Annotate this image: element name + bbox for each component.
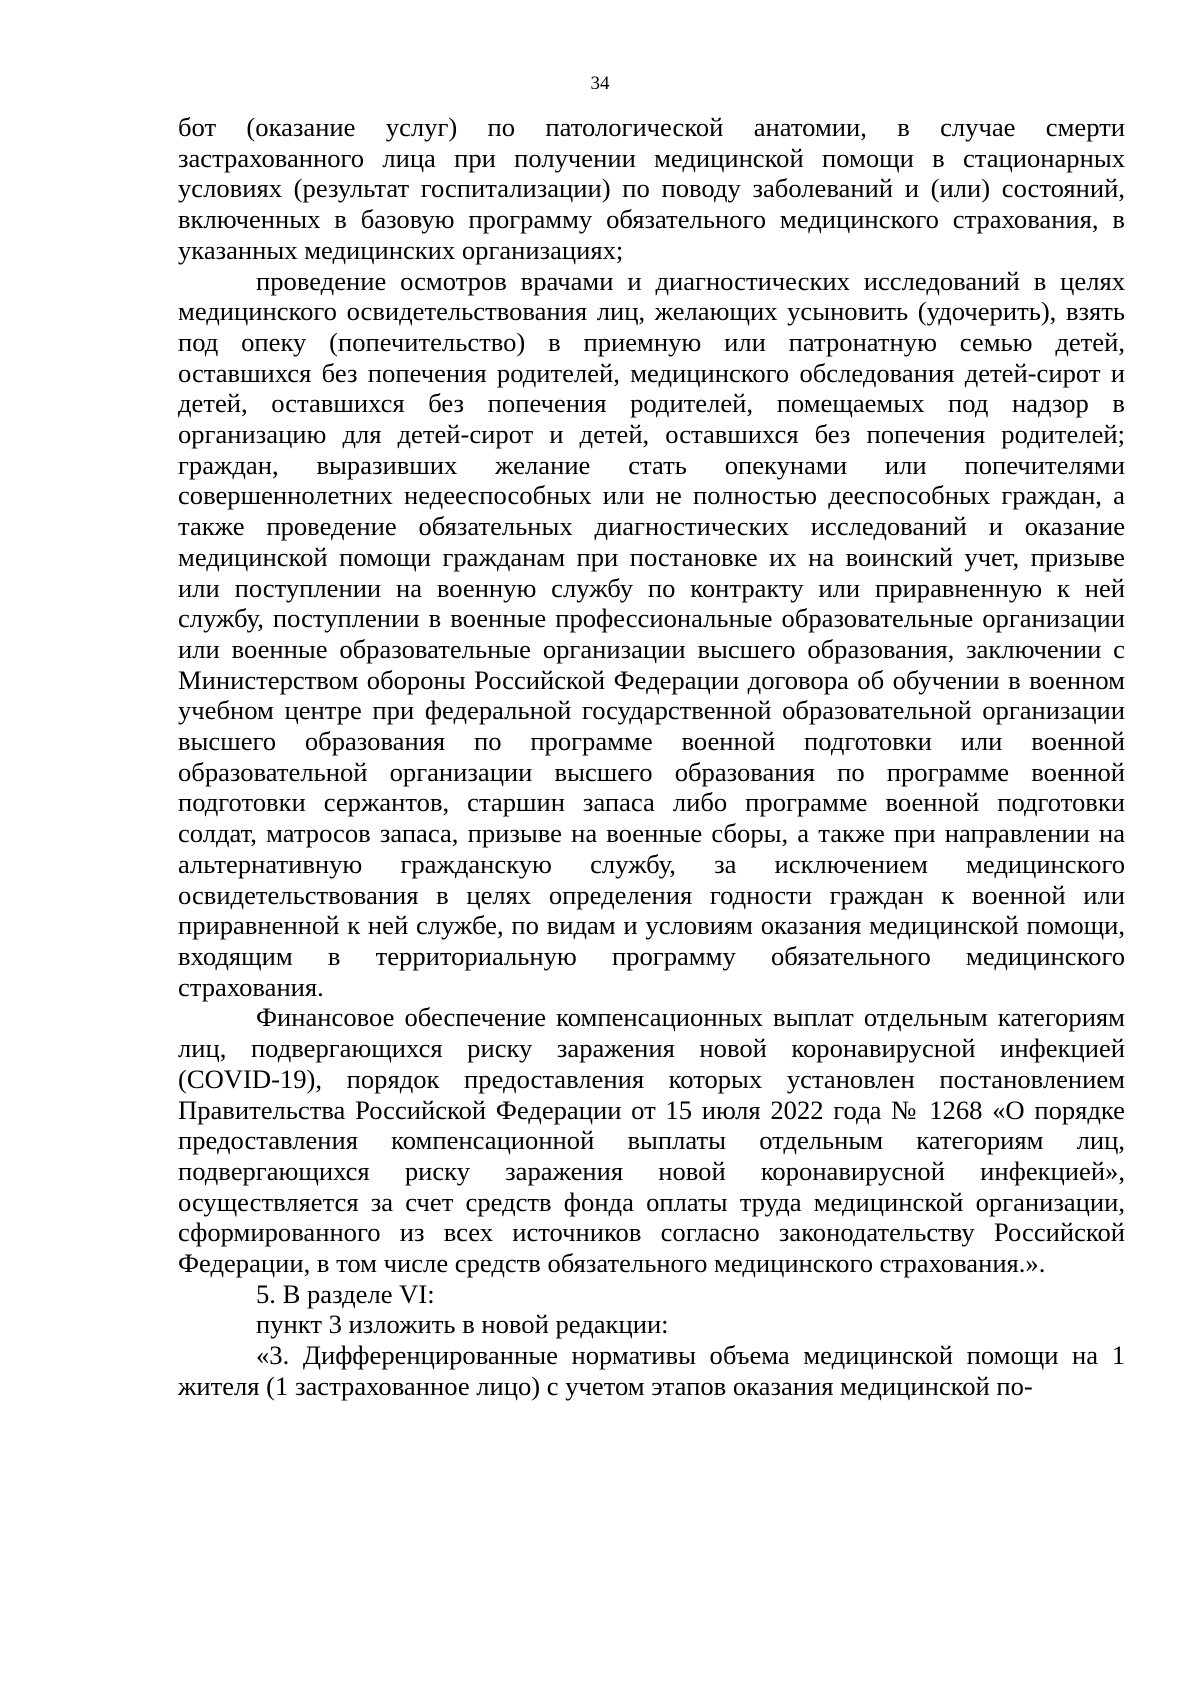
page-number: 34 xyxy=(590,73,610,94)
paragraph-covid-compensation: Финансовое обеспечение компенсационных выплат отдельным категориям лиц, подвергающихся риску заражения новой коронавирусной инфекцией (COVID-19), порядок предоставления которых установлен постановлением Правительства Российской Федерации от 15 июля 2022 года № 1268 «О порядке предоставления компенсационной выплаты отдельным категориям лиц, подвергающихся риску заражения новой коронавирусной инфекцией», осуществляется за счет средств фонда оплаты труда медицинской организации, сформированного из всех источников согласно законодательству Российской Федерации, в том числе средств обязательного медицинского страхования.». xyxy=(178,1002,1125,1279)
paragraph-section-heading: 5. В разделе VI: xyxy=(256,1278,435,1309)
paragraph-item-3: «3. Дифференцированные нормативы объема медицинской помощи на 1 жителя (1 застрахованное лицо) с учетом этапов оказания медицинской по- xyxy=(178,1340,1125,1401)
paragraph-item-instruction: пункт 3 изложить в новой редакции: xyxy=(256,1309,669,1340)
paragraph-continuation: бот (оказание услуг) по патологической анатомии, в случае смерти застрахованного лица при получении медицинской помощи в стационарных условиях (результат госпитализации) по поводу заболеваний и (или) состояний, включенных в базовую программу обязательного медицинского страхования, в указанных медицинских организациях; xyxy=(178,112,1125,265)
paragraph-medical-examinations: проведение осмотров врачами и диагностических исследований в целях медицинского освидетельствования лиц, желающих усыновить (удочерить), взять под опеку (попечительство) в приемную или патронатную семью детей, оставшихся без попечения родителей, медицинского обследования детей-сирот и детей, оставшихся без попечения родителей, помещаемых под надзор в организацию для детей-сирот и детей, оставшихся без попечения родителей; граждан, выразивших желание стать опекунами или попечителями совершеннолетних недееспособных или не полностью дееспособных граждан, а также проведение обязательных диагностических исследований и оказание медицинской помощи гражданам при постановке их на воинский учет, призыве или поступлении на военную службу по контракту или приравненную к ней службу, поступлении в военные профессиональные образовательные организации или военные образовательные организации высшего образования, заключении с Министерством обороны Российской Федерации договора об обучении в военном учебном центре при федеральной государственной образовательной организации высшего образования по программе военной подготовки или военной образовательной организации высшего образования по программе военной подготовки сержантов, старшин запаса либо программе военной подготовки солдат, матросов запаса, призыве на военные сборы, а также при направлении на альтернативную гражданскую службу, за исключением медицинского освидетельствования в целях определения годности граждан к военной или приравненной к ней службе, по видам и условиям оказания медицинской помощи, входящим в территориальную программу обязательного медицинского страхования. xyxy=(178,265,1125,1002)
document-body xyxy=(178,112,1125,1402)
